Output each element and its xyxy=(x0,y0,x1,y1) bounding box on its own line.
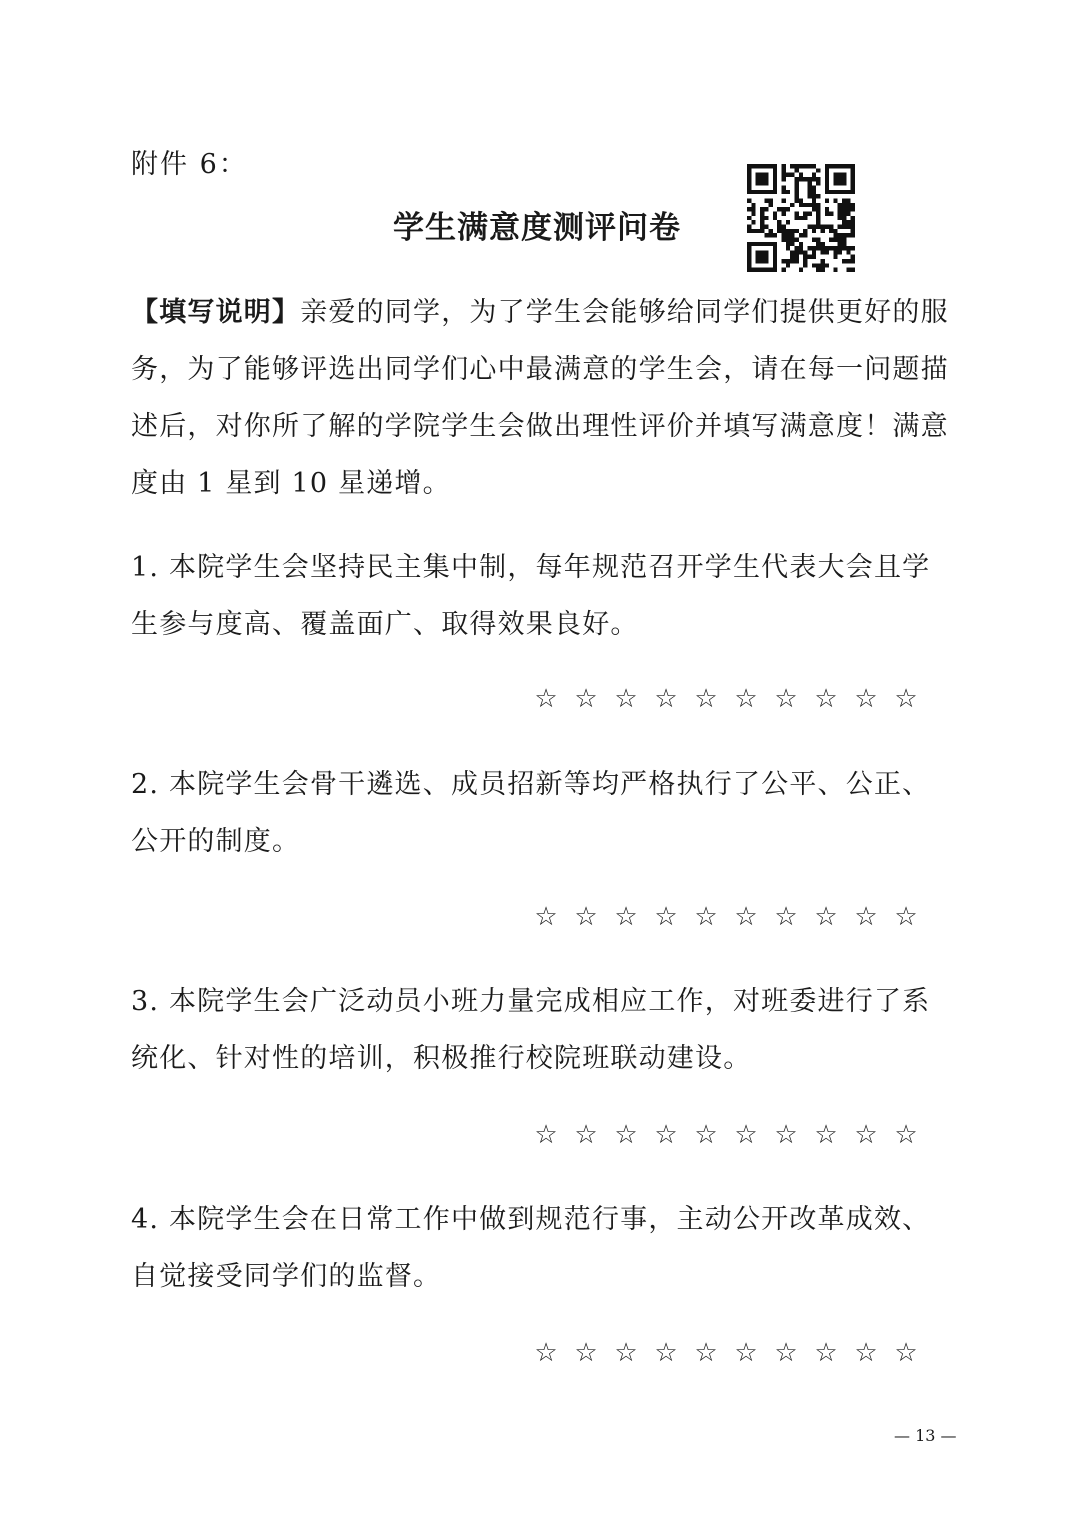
star-icon[interactable]: ☆ xyxy=(734,902,758,932)
star-icon[interactable]: ☆ xyxy=(654,902,678,932)
star-icon[interactable]: ☆ xyxy=(534,1338,558,1368)
instructions-label: 【填写说明】 xyxy=(131,297,301,328)
star-icon[interactable]: ☆ xyxy=(814,1120,838,1150)
question-1-rating[interactable] xyxy=(526,684,926,714)
star-icon[interactable]: ☆ xyxy=(614,1338,638,1368)
star-icon[interactable]: ☆ xyxy=(894,684,918,714)
star-icon[interactable]: ☆ xyxy=(534,902,558,932)
attachment-label: 附件 6： xyxy=(131,149,248,180)
question-3-text: 3. 本院学生会广泛动员小班力量完成相应工作，对班委进行了系 统化、针对性的培训，积极推行校院班联动建设。 xyxy=(131,986,959,1074)
star-icon[interactable]: ☆ xyxy=(534,684,558,714)
star-icon[interactable]: ☆ xyxy=(614,684,638,714)
star-icon[interactable]: ☆ xyxy=(694,1338,718,1368)
star-icon[interactable]: ☆ xyxy=(774,1120,798,1150)
star-icon[interactable]: ☆ xyxy=(614,1120,638,1150)
star-icon[interactable]: ☆ xyxy=(614,902,638,932)
page-title: 学生满意度测评问卷 xyxy=(393,210,681,246)
page-number: — 13 — xyxy=(894,1426,957,1445)
star-icon[interactable]: ☆ xyxy=(814,1338,838,1368)
question-3-rating[interactable] xyxy=(526,1120,926,1150)
question-4-rating[interactable] xyxy=(526,1338,926,1368)
star-icon[interactable]: ☆ xyxy=(854,1338,878,1368)
star-icon[interactable]: ☆ xyxy=(854,684,878,714)
star-icon[interactable]: ☆ xyxy=(734,684,758,714)
question-4-text: 4. 本院学生会在日常工作中做到规范行事，主动公开改革成效、自觉接受同学们的监督。 xyxy=(131,1204,931,1292)
instructions xyxy=(131,284,953,512)
star-icon[interactable]: ☆ xyxy=(574,1120,598,1150)
star-icon[interactable]: ☆ xyxy=(774,684,798,714)
star-icon[interactable]: ☆ xyxy=(654,1120,678,1150)
star-icon[interactable]: ☆ xyxy=(734,1338,758,1368)
question-2-rating[interactable] xyxy=(526,902,926,932)
star-icon[interactable]: ☆ xyxy=(734,1120,758,1150)
star-icon[interactable]: ☆ xyxy=(694,684,718,714)
qr-code-icon xyxy=(747,164,855,272)
star-icon[interactable]: ☆ xyxy=(774,1338,798,1368)
star-icon[interactable]: ☆ xyxy=(574,902,598,932)
star-icon[interactable]: ☆ xyxy=(774,902,798,932)
star-icon[interactable]: ☆ xyxy=(654,684,678,714)
star-icon[interactable]: ☆ xyxy=(534,1120,558,1150)
star-icon[interactable]: ☆ xyxy=(894,1120,918,1150)
star-icon[interactable]: ☆ xyxy=(694,1120,718,1150)
star-icon[interactable]: ☆ xyxy=(894,1338,918,1368)
instructions-text: 亲爱的同学，为了学生会能够给同学们提供更好的服务，为了能够评选出同学们心中最满意的学生会，请在每一问题描述后，对你所了解的学院学生会做出理性评价并填写满意度！满意度由 1 星到 10 星递增。 xyxy=(131,297,949,499)
star-icon[interactable]: ☆ xyxy=(854,1120,878,1150)
question-2-text: 2. 本院学生会骨干遴选、成员招新等均严格执行了公平、公正、公开的制度。 xyxy=(131,769,931,857)
question-1-text: 1. 本院学生会坚持民主集中制，每年规范召开学生代表大会且学生参与度高、覆盖面广、取得效果良好。 xyxy=(131,552,931,640)
star-icon[interactable]: ☆ xyxy=(654,1338,678,1368)
star-icon[interactable]: ☆ xyxy=(574,1338,598,1368)
star-icon[interactable]: ☆ xyxy=(814,902,838,932)
star-icon[interactable]: ☆ xyxy=(814,684,838,714)
star-icon[interactable]: ☆ xyxy=(854,902,878,932)
star-icon[interactable]: ☆ xyxy=(894,902,918,932)
star-icon[interactable]: ☆ xyxy=(574,684,598,714)
star-icon[interactable]: ☆ xyxy=(694,902,718,932)
